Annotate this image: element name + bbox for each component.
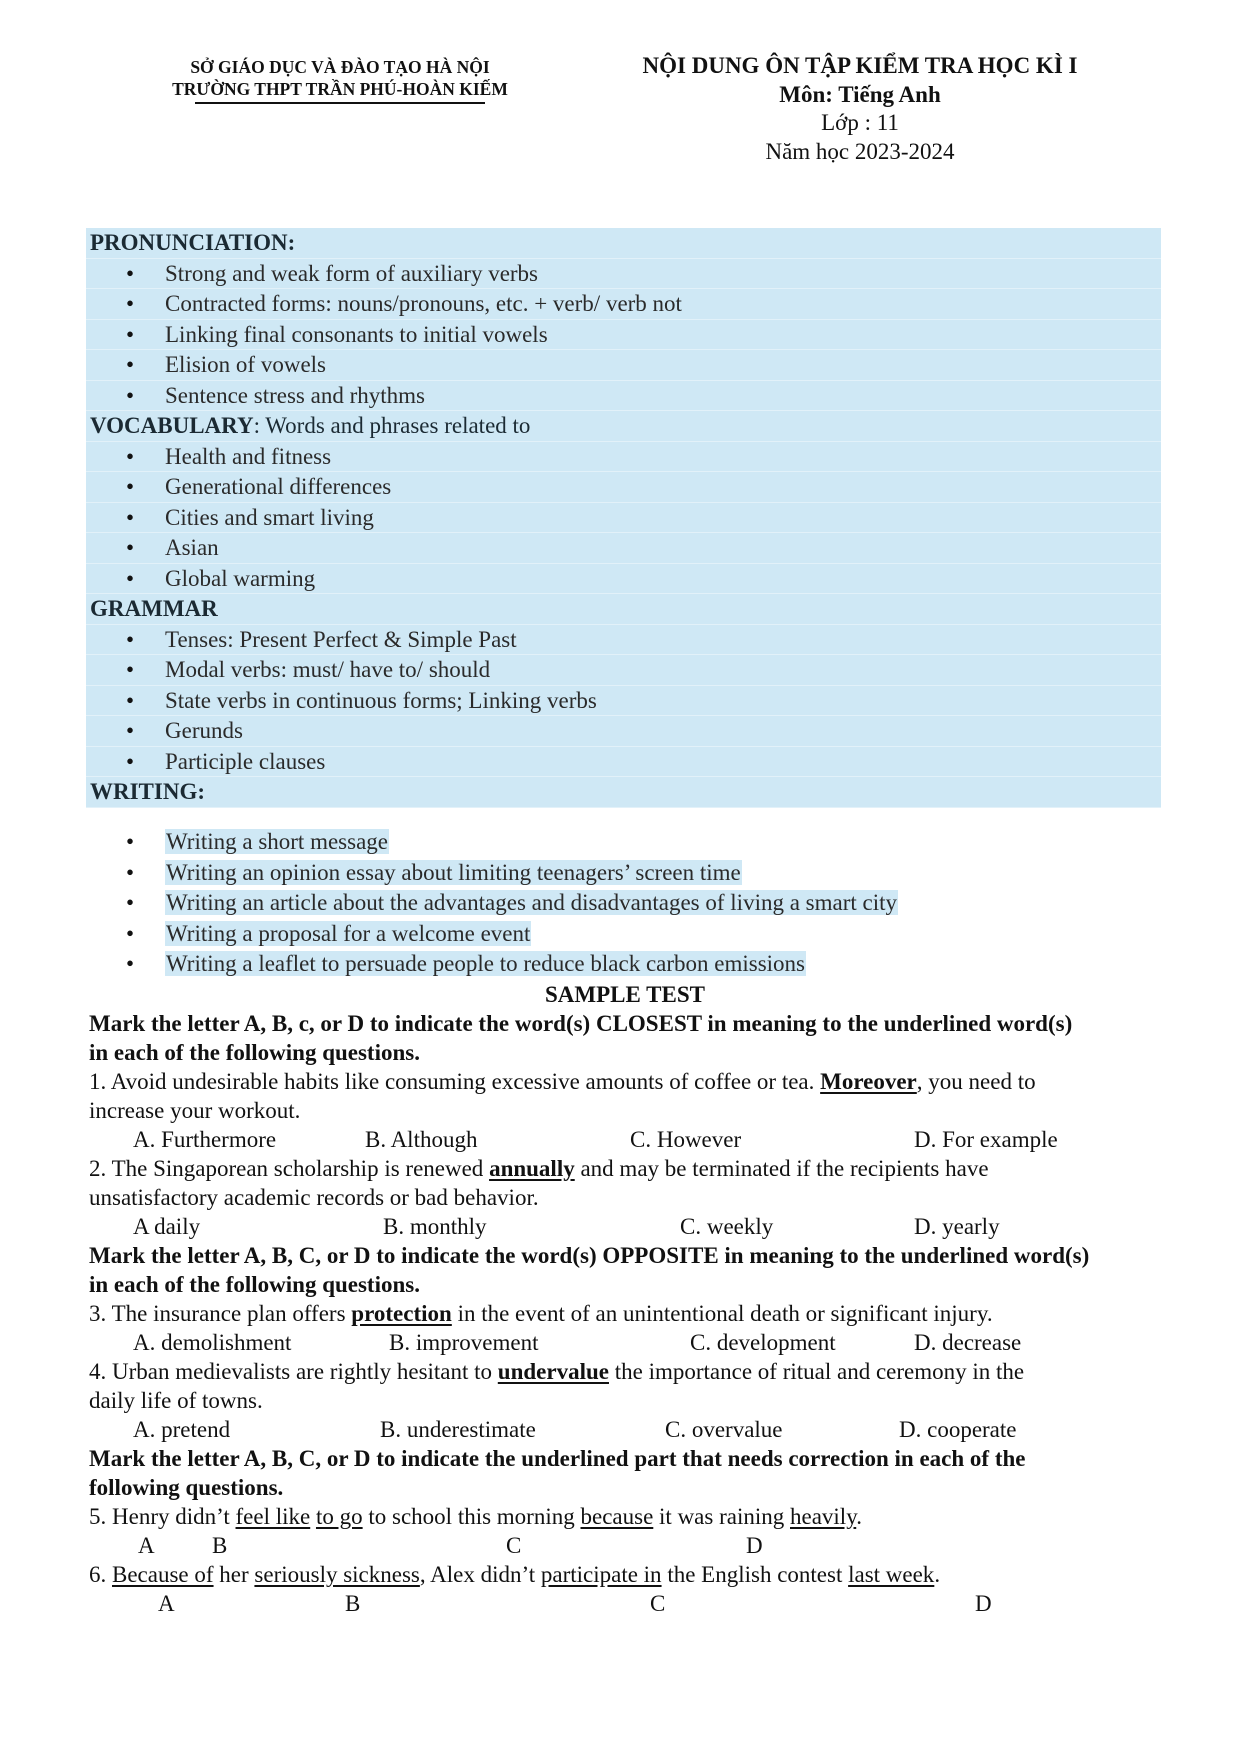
vocabulary-heading: VOCABULARY: Words and phrases related to [86,411,1161,442]
answer-options [89,1415,1161,1444]
option-d[interactable]: D [746,1533,763,1558]
option-d[interactable]: D. cooperate [899,1417,1017,1442]
school-header [125,56,555,104]
syllabus-section [86,228,1161,808]
option-c[interactable]: C. development [690,1330,836,1355]
instruction: Mark the letter A, B, C, or D to indicate the word(s) OPPOSITE in meaning to the underlined word(s) [89,1243,1090,1268]
option-a[interactable]: A. pretend [133,1417,231,1442]
option-b[interactable]: B [212,1533,228,1558]
option-a[interactable]: A. Furthermore [133,1127,277,1152]
school-year: Năm học 2023-2024 [765,138,955,164]
list-item: • Asian [86,533,1161,564]
question-4: 4. Urban medievalists are rightly hesitant to undervalue the importance of ritual and ceremony in the [89,1359,1025,1384]
document-header [640,52,1080,166]
list-item: • Strong and weak form of auxiliary verbs [86,259,1161,290]
question-text: increase your workout. [89,1098,301,1123]
writing-heading: WRITING: [86,777,1161,808]
instruction: in each of the following questions. [89,1272,420,1297]
list-item: • Writing an opinion essay about limiting teenagers’ screen time [86,858,1161,889]
grade-line: Lớp : 11 [821,110,899,135]
question-text: daily life of towns. [89,1388,263,1413]
instruction: Mark the letter A, B, C, or D to indicate the underlined part that needs correction in each of the [89,1446,1026,1471]
option-d[interactable]: D. For example [914,1127,1058,1152]
instruction: following questions. [89,1475,284,1500]
subject-line: Môn: Tiếng Anh [779,81,941,107]
option-a[interactable]: A daily [133,1214,201,1239]
option-b[interactable]: B. Although [365,1127,478,1152]
question-3: 3. The insurance plan offers protection in the event of an unintentional death or significant injury. [89,1301,993,1326]
question-5: 5. Henry didn’t feel like to go to school this morning because it was raining heavily. [89,1504,862,1529]
list-item: • Writing a short message [86,827,1161,858]
option-a[interactable]: A. demolishment [133,1330,292,1355]
instruction: Mark the letter A, B, c, or D to indicate the word(s) CLOSEST in meaning to the underlined word(s) [89,1011,1073,1036]
answer-options [89,1328,1161,1357]
list-item: • State verbs in continuous forms; Linking verbs [86,686,1161,717]
list-item: • Contracted forms: nouns/pronouns, etc. + verb/ verb not [86,289,1161,320]
option-b[interactable]: B. monthly [383,1214,487,1239]
option-b[interactable]: B. improvement [389,1330,539,1355]
school-name: TRƯỜNG THPT TRẦN PHÚ-HOÀN KIẾM [172,79,508,99]
answer-labels [89,1531,1161,1560]
list-item: • Elision of vowels [86,350,1161,381]
list-item: • Writing a leaflet to persuade people to reduce black carbon emissions [86,949,1161,980]
option-d[interactable]: D. yearly [914,1214,1000,1239]
option-a[interactable]: A [158,1591,175,1616]
option-c[interactable]: C [650,1591,666,1616]
list-item: • Tenses: Present Perfect & Simple Past [86,625,1161,656]
option-c[interactable]: C. overvalue [665,1417,783,1442]
list-item: • Writing a proposal for a welcome event [86,919,1161,950]
list-item: • Sentence stress and rhythms [86,381,1161,412]
list-item: • Health and fitness [86,442,1161,473]
option-a[interactable]: A [138,1533,155,1558]
list-item: • Linking final consonants to initial vowels [86,320,1161,351]
option-d[interactable]: D. decrease [914,1330,1022,1355]
instruction: in each of the following questions. [89,1040,420,1065]
sample-test-title: SAMPLE TEST [545,982,705,1007]
grammar-heading: GRAMMAR [86,594,1161,625]
answer-options [89,1125,1161,1154]
document-title: NỘI DUNG ÔN TẬP KIỂM TRA HỌC KÌ I [642,53,1078,78]
sample-test [89,980,1161,1618]
question-6: 6. Because of her seriously sickness, Alex didn’t participate in the English contest last week. [89,1562,941,1587]
list-item: • Global warming [86,564,1161,595]
writing-list [86,827,1161,980]
option-d[interactable]: D [975,1591,992,1616]
answer-labels [89,1589,1161,1618]
option-b[interactable]: B. underestimate [380,1417,536,1442]
header-underline [195,102,485,104]
pronunciation-heading: PRONUNCIATION: [86,228,1161,259]
option-b[interactable]: B [345,1591,361,1616]
answer-options [89,1212,1161,1241]
list-item: • Generational differences [86,472,1161,503]
option-c[interactable]: C [506,1533,522,1558]
list-item: • Participle clauses [86,747,1161,778]
list-item: • Modal verbs: must/ have to/ should [86,655,1161,686]
question-2: 2. The Singaporean scholarship is renewed annually and may be terminated if the recipients have [89,1156,989,1181]
question-1: 1. Avoid undesirable habits like consuming excessive amounts of coffee or tea. Moreover, you need to [89,1069,1036,1094]
list-item: • Writing an article about the advantages and disadvantages of living a smart city [86,888,1161,919]
department-name: SỞ GIÁO DỤC VÀ ĐÀO TẠO HÀ NỘI [190,57,490,77]
option-c[interactable]: C. However [630,1127,742,1152]
list-item: • Cities and smart living [86,503,1161,534]
option-c[interactable]: C. weekly [680,1214,774,1239]
question-text: unsatisfactory academic records or bad behavior. [89,1185,539,1210]
list-item: • Gerunds [86,716,1161,747]
